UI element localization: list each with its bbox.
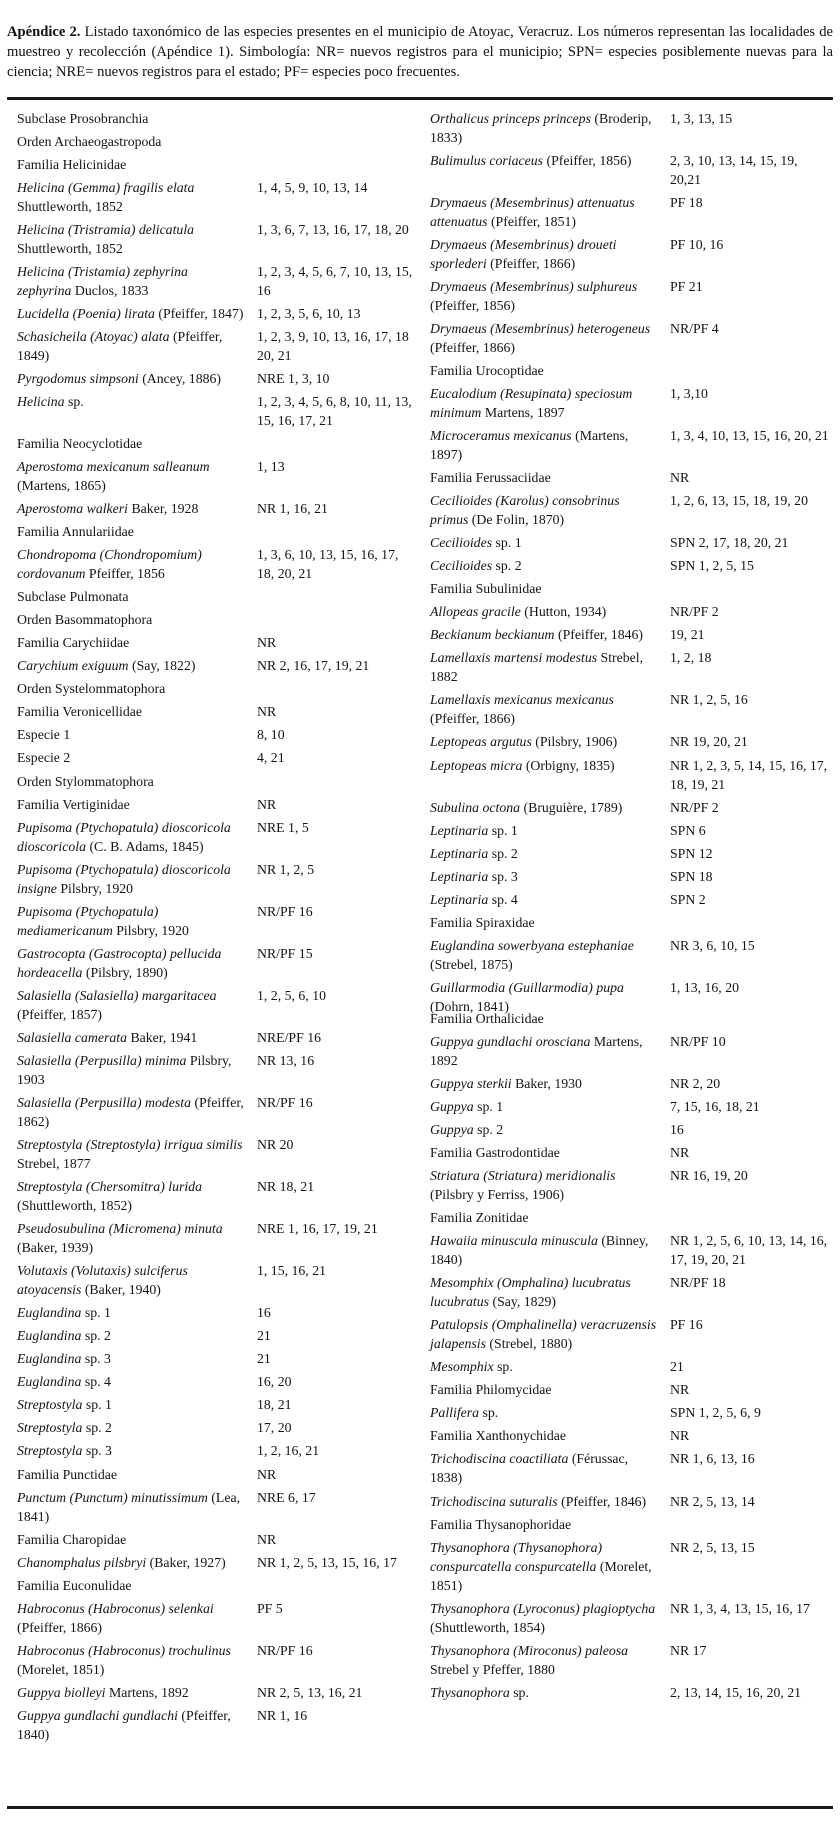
species-row — [430, 890, 831, 909]
localities-cell: NR 17 — [670, 1642, 707, 1658]
species-name: Leptopeas argutus (Pilsbry, 1906) — [430, 734, 618, 750]
species-name: Guppya sp. 2 — [430, 1121, 504, 1137]
section-label: Orden Archaeogastropoda — [17, 133, 162, 149]
species-name: Aperostoma walkeri Baker, 1928 — [17, 501, 199, 517]
localities-cell: NRE 6, 17 — [257, 1489, 316, 1505]
section-label: Familia Ferussaciidae — [430, 470, 551, 486]
species-row — [430, 151, 831, 189]
species-name: Guppya gundlachi gundlachi (Pfeiffer, 1840) — [17, 1707, 231, 1742]
species-name: Salasiella (Salasiella) margaritacea (Pfeiffer, 1857) — [17, 987, 217, 1022]
species-name: Hawaiia minuscula minuscula (Binney, 1840) — [430, 1233, 649, 1268]
species-row — [430, 1074, 831, 1093]
species-row — [430, 1357, 831, 1376]
species-row — [430, 821, 831, 840]
localities-cell: NR — [257, 1466, 277, 1482]
species-row — [17, 1093, 418, 1131]
species-row — [17, 327, 418, 365]
localities-cell: 1, 2, 5, 6, 10 — [257, 987, 326, 1003]
localities-cell: 1, 2, 6, 13, 15, 18, 19, 20 — [670, 493, 808, 509]
taxon-section-row — [17, 633, 418, 652]
species-row — [430, 625, 831, 644]
species-row — [17, 944, 418, 982]
localities-cell: 1, 15, 16, 21 — [257, 1263, 326, 1279]
section-label: Familia Euconulidae — [17, 1577, 132, 1593]
species-row — [430, 426, 831, 464]
species-row — [430, 1538, 831, 1595]
taxon-section-row — [430, 1208, 831, 1227]
section-label: Orden Basommatophora — [17, 612, 153, 628]
caption-text: Listado taxonómico de las especies presentes en el municipio de Atoyac, Veracruz. Los números representan las localidades de muestreo y recolección (Apéndice 1). Simbología: NR= nuevos registros para el municipio; SPN= especies posiblemente nuevas para la ciencia; NRE= nuevos registros para el estado; PF= especies poco frecuentes. — [7, 23, 834, 80]
right-column — [420, 100, 833, 1706]
species-name: Cecilioides sp. 1 — [430, 535, 522, 551]
species-name: Especie 1 — [17, 727, 71, 743]
localities-cell: NR 3, 6, 10, 15 — [670, 937, 755, 953]
species-name: Punctum (Punctum) minutissimum (Lea, 1841) — [17, 1489, 241, 1524]
species-row — [430, 798, 831, 817]
localities-cell: NR — [257, 796, 277, 812]
species-row — [430, 602, 831, 621]
species-row — [17, 1441, 418, 1460]
localities-cell: 19, 21 — [670, 627, 705, 643]
species-name: Helicina sp. — [17, 393, 84, 409]
species-row — [430, 844, 831, 863]
localities-cell: NR 13, 16 — [257, 1052, 315, 1068]
species-name: Guppya gundlachi orosciana Martens, 1892 — [430, 1033, 643, 1068]
species-row — [17, 1395, 418, 1414]
taxon-section-row — [17, 155, 418, 174]
taxon-section-row — [430, 361, 831, 380]
species-name: Euglandina sp. 2 — [17, 1328, 111, 1344]
section-label: Orden Stylommatophora — [17, 773, 154, 789]
species-name: Schasicheila (Atoyac) alata (Pfeiffer, 1849) — [17, 328, 223, 363]
species-row — [17, 1683, 418, 1702]
localities-cell: 16, 20 — [257, 1374, 292, 1390]
species-row — [17, 220, 418, 258]
localities-cell: NR/PF 2 — [670, 604, 719, 620]
localities-cell: NR 2, 5, 13, 15 — [670, 1539, 755, 1555]
species-row — [17, 1599, 418, 1637]
species-name: Leptinaria sp. 3 — [430, 868, 518, 884]
species-name: Aperostoma mexicanum salleanum (Martens, 1865) — [17, 459, 210, 494]
localities-cell: SPN 1, 2, 5, 6, 9 — [670, 1405, 761, 1421]
localities-cell: 1, 13 — [257, 459, 285, 475]
species-name: Streptostyla sp. 1 — [17, 1397, 112, 1413]
taxon-section-row — [17, 1465, 418, 1484]
species-row — [17, 1349, 418, 1368]
species-name: Pallifera sp. — [430, 1405, 499, 1421]
section-label: Familia Annulariidae — [17, 524, 134, 540]
species-row — [17, 369, 418, 388]
localities-cell: SPN 2, 17, 18, 20, 21 — [670, 535, 789, 551]
section-label: Familia Subulinidae — [430, 581, 542, 597]
section-label: Subclase Pulmonata — [17, 589, 129, 605]
species-name: Orthalicus princeps princeps (Broderip, 1833) — [430, 110, 652, 145]
species-row — [430, 1403, 831, 1422]
localities-cell: 1, 2, 3, 9, 10, 13, 16, 17, 18 20, 21 — [257, 328, 409, 363]
taxon-section-row — [430, 579, 831, 598]
localities-cell: NR 1, 2, 5, 16 — [670, 692, 748, 708]
species-name: Cecilioides (Karolus) consobrinus primus (De Folin, 1870) — [430, 493, 620, 528]
localities-cell: PF 21 — [670, 278, 703, 294]
taxon-section-row — [17, 522, 418, 541]
taxon-section-row — [17, 1576, 418, 1595]
localities-cell: NRE 1, 16, 17, 19, 21 — [257, 1221, 378, 1237]
localities-cell: 7, 15, 16, 18, 21 — [670, 1098, 760, 1114]
localities-cell: NR 1, 2, 5 — [257, 861, 315, 877]
species-name: Chanomphalus pilsbryi (Baker, 1927) — [17, 1554, 226, 1570]
localities-cell: NR/PF 18 — [670, 1275, 726, 1291]
localities-cell: SPN 12 — [670, 845, 713, 861]
species-name: Streptostyla sp. 3 — [17, 1443, 112, 1459]
localities-cell: PF 18 — [670, 194, 703, 210]
species-name: Euglandina sp. 1 — [17, 1305, 111, 1321]
section-label: Familia Neocyclotidae — [17, 436, 143, 452]
taxon-section-row — [430, 913, 831, 932]
localities-cell: NR 1, 2, 3, 5, 14, 15, 16, 17, 18, 19, 21 — [670, 757, 828, 792]
species-name: Drymaeus (Mesembrinus) heterogeneus (Pfeiffer, 1866) — [430, 320, 651, 355]
species-name: Cecilioides sp. 2 — [430, 558, 522, 574]
section-label: Familia Spiraxidae — [430, 914, 535, 930]
section-label: Familia Philomycidae — [430, 1382, 552, 1398]
species-row — [17, 1553, 418, 1572]
species-name: Salasiella (Perpusilla) minima Pilsbry, 1903 — [17, 1052, 232, 1087]
species-name: Lamellaxis mexicanus mexicanus (Pfeiffer, 1866) — [430, 692, 614, 727]
species-row — [17, 1051, 418, 1089]
species-name: Especie 2 — [17, 750, 71, 766]
species-name: Bulimulus coriaceus (Pfeiffer, 1856) — [430, 152, 632, 168]
left-column — [7, 100, 420, 1748]
species-name: Leptinaria sp. 2 — [430, 845, 518, 861]
localities-cell: NR 2, 16, 17, 19, 21 — [257, 658, 370, 674]
localities-cell: NRE 1, 3, 10 — [257, 370, 330, 386]
species-name: Eucalodium (Resupinata) speciosum minimum Martens, 1897 — [430, 385, 633, 420]
species-row — [430, 1683, 831, 1702]
species-name: Trichodiscina suturalis (Pfeiffer, 1846) — [430, 1493, 647, 1509]
species-row — [430, 1315, 831, 1353]
species-name: Thysanophora (Lyroconus) plagioptycha (Shuttleworth, 1854) — [430, 1600, 656, 1635]
species-name: Subulina octona (Bruguière, 1789) — [430, 799, 623, 815]
taxon-section-row — [430, 1143, 831, 1162]
species-row — [17, 304, 418, 323]
localities-cell: 1, 4, 5, 9, 10, 13, 14 — [257, 179, 368, 195]
localities-cell: 1, 2, 16, 21 — [257, 1443, 320, 1459]
species-row — [17, 1177, 418, 1215]
species-name: Streptostyla (Streptostyla) irrigua similis Strebel, 1877 — [17, 1137, 243, 1172]
species-row — [17, 1303, 418, 1322]
localities-cell: NR — [670, 1145, 690, 1160]
species-row — [17, 1641, 418, 1679]
localities-cell: PF 16 — [670, 1317, 703, 1333]
species-name: Guppya biolleyi Martens, 1892 — [17, 1684, 189, 1700]
species-row — [430, 1231, 831, 1269]
species-name: Striatura (Striatura) meridionalis (Pilsbry y Ferriss, 1906) — [430, 1168, 616, 1203]
species-row — [430, 732, 831, 751]
species-row — [17, 725, 418, 744]
localities-cell: 18, 21 — [257, 1397, 292, 1413]
localities-cell: 1, 2, 3, 4, 5, 6, 7, 10, 13, 15, 16 — [257, 263, 413, 298]
localities-cell: 21 — [257, 1351, 271, 1367]
localities-cell: NR/PF 10 — [670, 1033, 726, 1049]
localities-cell: NR — [257, 635, 277, 651]
species-row — [17, 1261, 418, 1299]
species-name: Carychium exiguum (Say, 1822) — [17, 658, 196, 674]
species-row — [17, 1418, 418, 1437]
localities-cell: NR 1, 6, 13, 16 — [670, 1451, 755, 1467]
species-row — [430, 1492, 831, 1511]
taxon-table — [7, 97, 833, 1809]
taxon-section-row — [17, 1530, 418, 1549]
species-row — [17, 1706, 418, 1744]
species-row — [430, 978, 831, 1014]
species-name: Leptinaria sp. 1 — [430, 822, 518, 838]
localities-cell: 16 — [257, 1305, 271, 1321]
species-row — [430, 756, 831, 794]
species-name: Thysanophora (Thysanophora) conspurcatella conspurcatella (Morelet, 1851) — [430, 1539, 652, 1593]
section-label: Familia Orthalicidae — [430, 1010, 544, 1026]
species-name: Pupisoma (Ptychopatula) dioscoricola dioscoricola (C. B. Adams, 1845) — [17, 819, 231, 854]
species-row — [17, 1219, 418, 1257]
localities-cell: NR 1, 16, 21 — [257, 501, 328, 517]
taxon-section-row — [17, 109, 418, 128]
species-row — [430, 193, 831, 231]
localities-cell: NR 20 — [257, 1137, 294, 1153]
species-row — [17, 499, 418, 518]
species-row — [430, 1166, 831, 1204]
species-row — [430, 533, 831, 552]
localities-cell: NR 2, 5, 13, 16, 21 — [257, 1684, 363, 1700]
species-row — [430, 648, 831, 686]
localities-cell: 2, 3, 10, 13, 14, 15, 19, 20,21 — [670, 152, 798, 187]
species-row — [17, 392, 418, 430]
taxon-section-row — [430, 1380, 831, 1399]
species-name: Gastrocopta (Gastrocopta) pellucida hordeacella (Pilsbry, 1890) — [17, 945, 222, 980]
species-name: Helicina (Tristramia) delicatula Shuttleworth, 1852 — [17, 221, 195, 256]
localities-cell: 4, 21 — [257, 750, 285, 766]
localities-cell: 1, 3, 6, 7, 13, 16, 17, 18, 20 — [257, 221, 409, 237]
species-name: Euglandina sowerbyana estephaniae (Strebel, 1875) — [430, 937, 634, 972]
localities-cell: 17, 20 — [257, 1420, 292, 1436]
species-row — [430, 1449, 831, 1487]
species-row — [17, 1372, 418, 1391]
species-name: Habroconus (Habroconus) selenkai (Pfeiffer, 1866) — [17, 1600, 214, 1635]
section-label: Subclase Prosobranchia — [17, 110, 149, 126]
section-label: Familia Zonitidae — [430, 1210, 529, 1226]
species-row — [430, 1120, 831, 1139]
localities-cell: SPN 2 — [670, 891, 706, 907]
species-name: Streptostyla sp. 2 — [17, 1420, 112, 1436]
localities-cell: 1, 3, 13, 15 — [670, 110, 733, 126]
localities-cell: NR 1, 3, 4, 13, 15, 16, 17 — [670, 1600, 810, 1616]
species-name: Thysanophora sp. — [430, 1684, 529, 1700]
species-name: Salasiella camerata Baker, 1941 — [17, 1029, 198, 1045]
taxon-section-row — [430, 1426, 831, 1445]
localities-cell: NR — [670, 1428, 690, 1444]
species-name: Leptinaria sp. 4 — [430, 891, 518, 907]
localities-cell: NR 1, 16 — [257, 1707, 308, 1723]
species-row — [17, 902, 418, 940]
taxon-section-row — [17, 434, 418, 453]
species-name: Salasiella (Perpusilla) modesta (Pfeiffer, 1862) — [17, 1094, 244, 1129]
localities-cell: NR/PF 16 — [257, 903, 313, 919]
localities-cell: 1, 2, 18 — [670, 650, 712, 666]
taxon-section-row — [17, 772, 418, 791]
species-row — [430, 235, 831, 273]
localities-cell: 1, 3, 4, 10, 13, 15, 16, 20, 21 — [670, 428, 829, 444]
caption-label: Apéndice 2. — [7, 23, 81, 40]
species-row — [17, 986, 418, 1024]
species-row — [430, 1097, 831, 1116]
section-label: Familia Carychiidae — [17, 635, 130, 651]
localities-cell: SPN 18 — [670, 868, 713, 884]
localities-cell: SPN 1, 2, 5, 15 — [670, 558, 754, 574]
localities-cell: NR 2, 5, 13, 14 — [670, 1493, 755, 1509]
localities-cell: 1, 2, 3, 5, 6, 10, 13 — [257, 305, 361, 321]
taxon-section-row — [430, 1515, 831, 1534]
localities-cell: NRE/PF 16 — [257, 1029, 322, 1045]
taxon-section-row — [17, 587, 418, 606]
localities-cell: NR 2, 20 — [670, 1075, 721, 1091]
taxon-section-row — [430, 468, 831, 487]
section-label: Familia Xanthonychidae — [430, 1428, 567, 1444]
species-row — [17, 1135, 418, 1173]
species-name: Streptostyla (Chersomitra) lurida (Shuttleworth, 1852) — [17, 1179, 202, 1214]
species-name: Drymaeus (Mesembrinus) attenuatus attenuatus (Pfeiffer, 1851) — [430, 194, 635, 229]
species-row — [430, 1641, 831, 1679]
localities-cell: NR/PF 2 — [670, 799, 719, 815]
section-label: Orden Systelommatophora — [17, 681, 166, 697]
species-row — [17, 545, 418, 583]
species-name: Helicina (Gemma) fragilis elata Shuttleworth, 1852 — [17, 179, 195, 214]
species-row — [430, 867, 831, 886]
species-row — [17, 860, 418, 898]
localities-cell: NR 16, 19, 20 — [670, 1168, 748, 1184]
species-row — [430, 690, 831, 728]
species-row — [17, 262, 418, 300]
species-name: Thysanophora (Miroconus) paleosa Strebel y Pfeffer, 1880 — [430, 1642, 628, 1677]
species-row — [430, 491, 831, 529]
species-name: Guppya sp. 1 — [430, 1098, 504, 1114]
species-name: Guillarmodia (Guillarmodia) pupa (Dohrn, 1841) — [430, 979, 624, 1014]
localities-cell: NR 1, 2, 5, 13, 15, 16, 17 — [257, 1554, 397, 1570]
localities-cell: NR — [257, 704, 277, 720]
species-row — [17, 1488, 418, 1526]
species-name: Helicina (Tristamia) zephyrina zephyrina Duclos, 1833 — [17, 263, 188, 298]
species-name: Lamellaxis martensi modestus Strebel, 1882 — [430, 650, 644, 685]
taxon-section-row — [17, 702, 418, 721]
species-name: Pupisoma (Ptychopatula) dioscoricola insigne Pilsbry, 1920 — [17, 861, 231, 896]
localities-cell: NR/PF 4 — [670, 320, 719, 336]
species-row — [430, 1273, 831, 1311]
species-name: Drymaeus (Mesembrinus) sulphureus (Pfeiffer, 1856) — [430, 278, 638, 313]
species-name: Euglandina sp. 3 — [17, 1351, 111, 1367]
species-row — [430, 1032, 831, 1070]
species-name: Lucidella (Poenia) lirata (Pfeiffer, 1847) — [17, 305, 244, 321]
species-name: Mesomphix (Omphalina) lucubratus lucubratus (Say, 1829) — [430, 1275, 631, 1310]
localities-cell: PF 10, 16 — [670, 236, 724, 252]
localities-cell: NR/PF 16 — [257, 1094, 313, 1110]
section-label: Familia Veronicellidae — [17, 704, 143, 720]
localities-cell: NRE 1, 5 — [257, 819, 309, 835]
species-name: Patulopsis (Omphalinella) veracruzensis jalapensis (Strebel, 1880) — [430, 1317, 657, 1352]
species-name: Pyrgodomus simpsoni (Ancey, 1886) — [17, 370, 221, 386]
localities-cell: PF 5 — [257, 1600, 283, 1616]
species-name: Guppya sterkii Baker, 1930 — [430, 1075, 582, 1091]
localities-cell: 16 — [670, 1121, 684, 1137]
localities-cell: SPN 6 — [670, 822, 706, 838]
species-name: Pupisoma (Ptychopatula) mediamericanum Pilsbry, 1920 — [17, 903, 189, 938]
species-row — [430, 936, 831, 974]
species-name: Chondropoma (Chondropomium) cordovanum Pfeiffer, 1856 — [17, 547, 202, 582]
table-caption — [7, 22, 833, 82]
taxon-section-row — [17, 679, 418, 698]
species-row — [430, 556, 831, 575]
localities-cell: NR — [670, 470, 690, 486]
species-row — [17, 178, 418, 216]
localities-cell: 1, 13, 16, 20 — [670, 979, 739, 995]
localities-cell: NR 18, 21 — [257, 1179, 315, 1195]
localities-cell: NR 19, 20, 21 — [670, 734, 748, 750]
species-row — [17, 818, 418, 856]
localities-cell: NR/PF 16 — [257, 1642, 313, 1658]
species-row — [430, 1599, 831, 1637]
localities-cell: 1, 2, 3, 4, 5, 6, 8, 10, 11, 13, 15, 16, 17, 21 — [257, 393, 412, 428]
species-row — [430, 319, 831, 357]
species-name: Volutaxis (Volutaxis) sulciferus atoyacensis (Baker, 1940) — [17, 1263, 188, 1298]
taxon-section-row — [17, 132, 418, 151]
species-name: Pseudosubulina (Micromena) minuta (Baker, 1939) — [17, 1221, 223, 1256]
species-name: Beckianum beckianum (Pfeiffer, 1846) — [430, 627, 643, 643]
section-label: Familia Punctidae — [17, 1466, 118, 1482]
species-name: Euglandina sp. 4 — [17, 1374, 111, 1390]
species-row — [17, 1028, 418, 1047]
species-name: Drymaeus (Mesembrinus) droueti sporlederi (Pfeiffer, 1866) — [430, 236, 617, 271]
species-name: Allopeas gracile (Hutton, 1934) — [430, 604, 607, 620]
localities-cell: 1, 3,10 — [670, 385, 708, 401]
species-row — [17, 748, 418, 767]
section-label: Familia Gastrodontidae — [430, 1145, 560, 1160]
section-label: Familia Vertiginidae — [17, 796, 130, 812]
localities-cell: NR — [257, 1531, 277, 1547]
species-name: Microceramus mexicanus (Martens, 1897) — [430, 428, 629, 463]
species-row — [17, 1326, 418, 1345]
species-row — [17, 457, 418, 495]
species-row — [430, 277, 831, 315]
taxon-section-row — [17, 610, 418, 629]
species-name: Habroconus (Habroconus) trochulinus (Morelet, 1851) — [17, 1642, 231, 1677]
localities-cell: 21 — [257, 1328, 271, 1344]
species-row — [17, 656, 418, 675]
section-label: Familia Charopidae — [17, 1531, 127, 1547]
taxon-section-row — [17, 795, 418, 814]
localities-cell: 8, 10 — [257, 727, 285, 743]
localities-cell: NR/PF 15 — [257, 945, 313, 961]
localities-cell: 1, 3, 6, 10, 13, 15, 16, 17, 18, 20, 21 — [257, 547, 399, 582]
localities-cell: 2, 13, 14, 15, 16, 20, 21 — [670, 1684, 802, 1700]
taxon-section-row — [430, 1009, 831, 1028]
localities-cell: NR 1, 2, 5, 6, 10, 13, 14, 16, 17, 19, 20, 21 — [670, 1233, 828, 1268]
species-name: Leptopeas micra (Orbigny, 1835) — [430, 757, 615, 773]
section-label: Familia Thysanophoridae — [430, 1516, 572, 1532]
section-label: Familia Urocoptidae — [430, 362, 544, 378]
species-name: Trichodiscina coactiliata (Férussac, 1838) — [430, 1451, 629, 1486]
section-label: Familia Helicinidae — [17, 156, 127, 172]
species-row — [430, 109, 831, 147]
localities-cell: NR — [670, 1382, 690, 1398]
species-name: Mesomphix sp. — [430, 1359, 513, 1375]
species-row — [430, 384, 831, 422]
localities-cell: 21 — [670, 1359, 684, 1375]
